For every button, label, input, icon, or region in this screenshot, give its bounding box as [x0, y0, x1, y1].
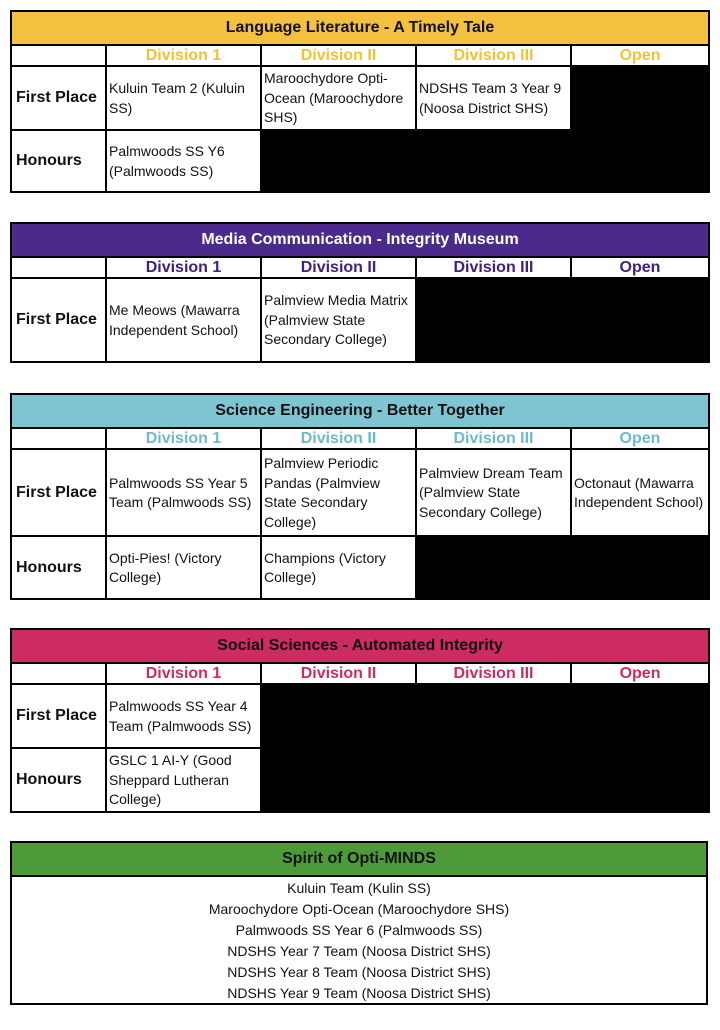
division-2-header: Division II	[261, 428, 416, 449]
first-place-label: First Place	[11, 684, 106, 748]
spirit-item: NDSHS Year 8 Team (Noosa District SHS)	[11, 961, 707, 982]
division-3-header: Division III	[416, 257, 571, 278]
empty-cell	[416, 278, 709, 362]
open-header: Open	[571, 45, 709, 66]
division-3-header: Division III	[416, 428, 571, 449]
division-3-header: Division III	[416, 663, 571, 684]
division-3-header: Division III	[416, 45, 571, 66]
division-2-header: Division II	[261, 663, 416, 684]
division-2-header: Division II	[261, 45, 416, 66]
corner-cell	[11, 45, 106, 66]
science-engineering-table	[10, 393, 710, 600]
division-1-header: Division 1	[106, 257, 261, 278]
division-1-header: Division 1	[106, 45, 261, 66]
spirit-table	[10, 841, 708, 1005]
first-place-label: First Place	[11, 278, 106, 362]
division-1-header: Division 1	[106, 428, 261, 449]
language-literature-table	[10, 10, 710, 193]
first-place-label: First Place	[11, 449, 106, 536]
first-place-div1: Me Meows (Mawarra Independent School)	[106, 278, 261, 362]
empty-cell	[261, 130, 709, 192]
honours-div1: Opti-Pies! (Victory College)	[106, 536, 261, 599]
empty-cell	[261, 684, 709, 812]
spirit-item: Maroochydore Opti-Ocean (Maroochydore SHS)	[11, 898, 707, 919]
honours-div1: GSLC 1 AI-Y (Good Sheppard Lutheran College)	[106, 748, 261, 812]
first-place-div2: Palmview Periodic Pandas (Palmview State Secondary College)	[261, 449, 416, 536]
honours-div1: Palmwoods SS Y6 (Palmwoods SS)	[106, 130, 261, 192]
social-title: Social Sciences - Automated Integrity	[11, 629, 709, 663]
spirit-title: Spirit of Opti-MINDS	[11, 842, 707, 876]
spirit-item: Kuluin Team (Kulin SS)	[11, 876, 707, 898]
science-title: Science Engineering - Better Together	[11, 394, 709, 428]
open-header: Open	[571, 257, 709, 278]
media-communication-table	[10, 222, 710, 363]
corner-cell	[11, 663, 106, 684]
language-title: Language Literature - A Timely Tale	[11, 11, 709, 45]
corner-cell	[11, 257, 106, 278]
social-sciences-table	[10, 628, 710, 813]
honours-div2: Champions (Victory College)	[261, 536, 416, 599]
first-place-div1: Palmwoods SS Year 4 Team (Palmwoods SS)	[106, 684, 261, 748]
open-header: Open	[571, 663, 709, 684]
first-place-div1: Kuluin Team 2 (Kuluin SS)	[106, 66, 261, 130]
first-place-div1: Palmwoods SS Year 5 Team (Palmwoods SS)	[106, 449, 261, 536]
empty-cell	[571, 66, 709, 130]
empty-cell	[416, 536, 709, 599]
division-2-header: Division II	[261, 257, 416, 278]
honours-label: Honours	[11, 130, 106, 192]
first-place-div3: NDSHS Team 3 Year 9 (Noosa District SHS)	[416, 66, 571, 130]
corner-cell	[11, 428, 106, 449]
first-place-open: Octonaut (Mawarra Independent School)	[571, 449, 709, 536]
first-place-div2: Maroochydore Opti-Ocean (Maroochydore SHS)	[261, 66, 416, 130]
honours-label: Honours	[11, 536, 106, 599]
first-place-div3: Palmview Dream Team (Palmview State Secondary College)	[416, 449, 571, 536]
first-place-label: First Place	[11, 66, 106, 130]
first-place-div2: Palmview Media Matrix (Palmview State Secondary College)	[261, 278, 416, 362]
division-1-header: Division 1	[106, 663, 261, 684]
media-title: Media Communication - Integrity Museum	[11, 223, 709, 257]
spirit-item: NDSHS Year 9 Team (Noosa District SHS)	[11, 982, 707, 1004]
spirit-item: Palmwoods SS Year 6 (Palmwoods SS)	[11, 919, 707, 940]
spirit-item: NDSHS Year 7 Team (Noosa District SHS)	[11, 940, 707, 961]
open-header: Open	[571, 428, 709, 449]
honours-label: Honours	[11, 748, 106, 812]
